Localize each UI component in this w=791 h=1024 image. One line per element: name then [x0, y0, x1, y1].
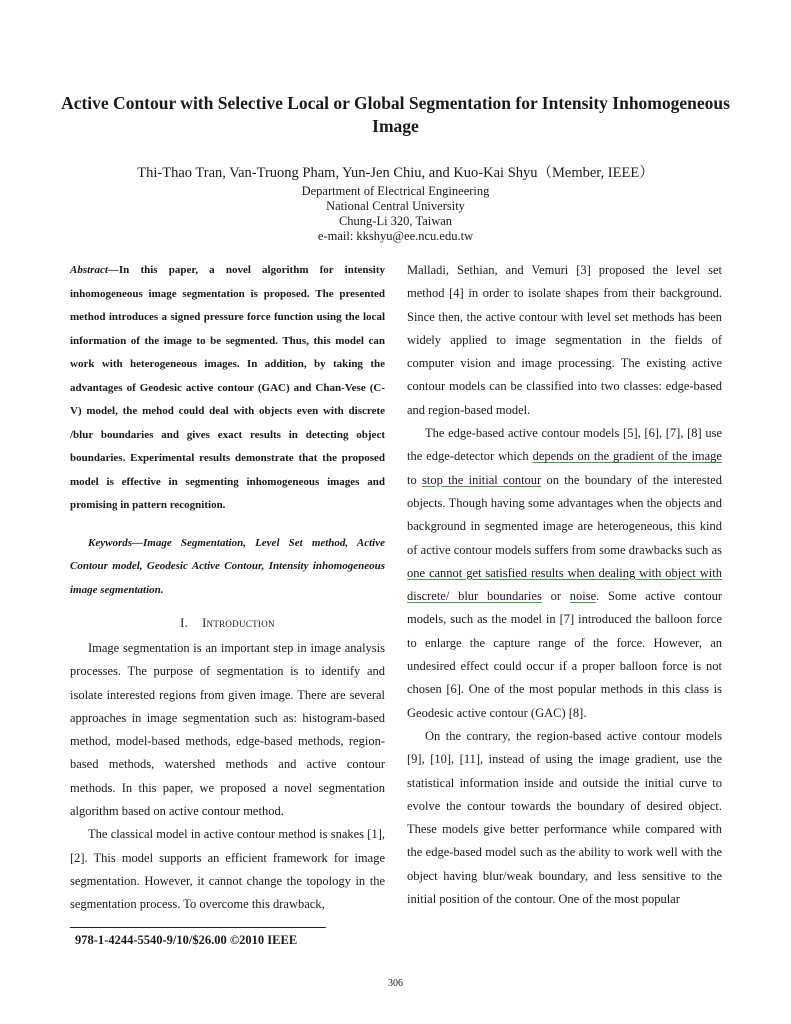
left-column: [70, 259, 385, 917]
footer-rule: [70, 927, 326, 928]
affiliation-department: Department of Electrical Engineering: [301, 184, 490, 198]
underlined-phrase: noise: [569, 589, 597, 604]
right-column: [407, 259, 722, 911]
abstract-lead: Abstract—: [70, 264, 119, 276]
paper-title: Active Contour with Selective Local or Global Segmentation for Intensity Inhomogeneous Image: [61, 93, 730, 136]
abstract-paragraph: [70, 259, 385, 518]
underlined-phrase: depends on the gradient of the image: [532, 449, 722, 464]
text-run: on the boundary of the interested objects. Though having some advantages when the objects and background in segmented image are heterogeneous, this kind of active contour models suffers from some drawbacks such as: [407, 472, 722, 557]
right-paragraph-2: [407, 422, 722, 725]
text-run: to: [407, 472, 422, 487]
text-run: . Some active contour models, such as the model in [7] introduced the balloon force to enlarge the capture range of the force. However, an undesired effect could occur if a proper balloon force is not chosen [6]. One of the most popular methods in this class is Geodesic active contour (GAC) [8].: [407, 589, 723, 720]
section-number: I.: [180, 616, 189, 630]
author-list: Thi-Thao Tran, Van-Truong Pham, Yun-Jen Chiu, and Kuo-Kai Shyu（Member, IEEE）: [137, 165, 654, 181]
right-paragraph-3: On the contrary, the region-based active contour models [9], [10], [11], instead of using the image gradient, use the statistical information inside and outside the initial curve to evolve the contour towards the boundary of desired object. These models give better performance while compared with the edge-based model such as the ability to work well with the object having blur/weak boundary, and less sensitive to the initial position of the contour. One of the most popular: [407, 728, 722, 907]
page-number: 306: [388, 978, 403, 989]
right-paragraph-1: Malladi, Sethian, and Vemuri [3] proposed the level set method [4] in order to isolate shapes from their background. Since then, the active contour with level set methods has been widely applied to image segmentation in the fields of computer vision and image processing. The existing active contour models can be classified into two classes: edge-based and region-based model.: [407, 263, 722, 417]
underlined-phrase: stop the initial contour: [421, 472, 542, 487]
affiliation-university: National Central University: [326, 199, 465, 213]
affiliation-block: [60, 184, 731, 244]
text-run: or: [541, 589, 570, 604]
copyright-footer: 978-1-4244-5540-9/10/$26.00 ©2010 IEEE: [75, 933, 298, 947]
section-title: Introduction: [202, 616, 275, 630]
section-heading-introduction: [70, 616, 385, 631]
keywords-paragraph: Keywords—Image Segmentation, Level Set method, Active Contour model, Geodesic Active Contour, Intensity inhomogeneous image segmentation.: [70, 536, 385, 596]
underlined-phrase: one cannot get satisfied results when dealing with object with discrete/ blur boundaries: [407, 565, 722, 604]
affiliation-email: e-mail: kkshyu@ee.ncu.edu.tw: [317, 229, 474, 243]
intro-paragraph-1: Image segmentation is an important step in image analysis processes. The purpose of segmentation is to identify and isolate interested regions from given image. There are several approaches in image segmentation such as: histogram-based method, model-based methods, edge-based methods, region-based methods, watershed methods and active contour methods. In this paper, we proposed a novel segmentation algorithm based on active contour method.: [70, 641, 385, 819]
abstract-text: In this paper, a novel algorithm for intensity inhomogeneous image segmentation is proposed. The presented method introduces a signed pressure force function using the local information of the image to be segmented. Thus, this model can work with heterogeneous images. In addition, by taking the advantages of Geodesic active contour (GAC) and Chan-Vese (C-V) model, the mehod could deal with objects even with discrete /blur boundaries and gives exact results in detecting object boundaries. Experimental results demonstrate that the proposed model is effective in segmenting inhomogeneous images and promising in pattern recognition.: [70, 264, 385, 511]
text-run: The edge-based active contour models [5], [6], [7], [8] use the edge-detector which: [407, 426, 722, 464]
intro-paragraph-2: The classical model in active contour method is snakes [1], [2]. This model supports an efficient framework for image segmentation. However, it cannot change the topology in the segmentation process. To overcome this drawback,: [70, 827, 385, 912]
affiliation-city: Chung-Li 320, Taiwan: [338, 214, 453, 228]
